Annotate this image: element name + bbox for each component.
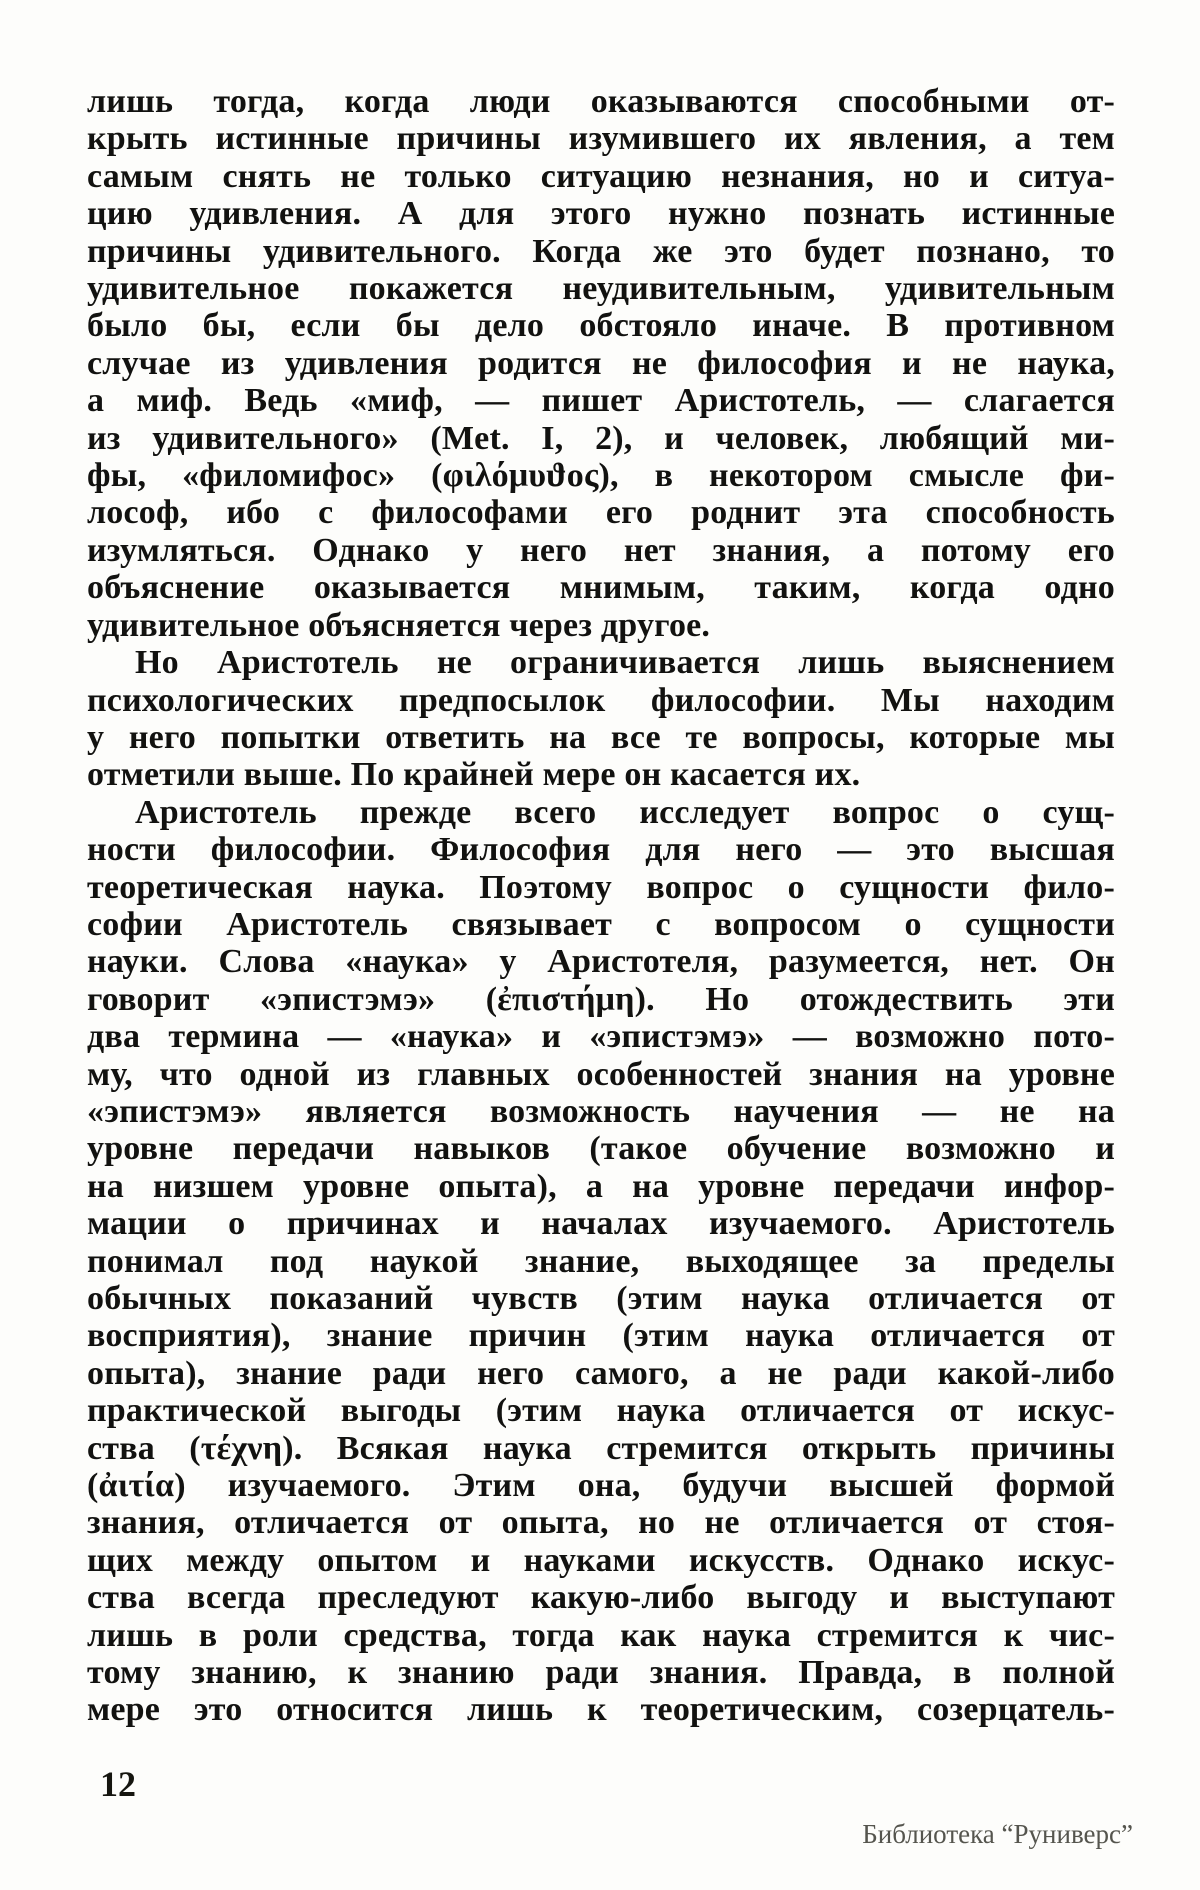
- text-line: мере это относится лишь к теоретическим, созерцатель-: [87, 1691, 1115, 1729]
- text-line: говорит «эпистэмэ» (ἐπιστήμη). Но отождествить эти: [87, 980, 1115, 1018]
- text-line: ства всегда преследуют какую-либо выгоду и выступают: [87, 1579, 1115, 1617]
- text-line: практической выгоды (этим наука отличается от искус-: [87, 1392, 1115, 1430]
- text-line: цию удивления. А для этого нужно познать истинные: [87, 195, 1115, 233]
- text-line: причины удивительного. Когда же это будет познано, то: [87, 232, 1115, 270]
- text-line: опыта), знание ради него самого, а не ради какой-либо: [87, 1354, 1115, 1392]
- text-line: удивительное объясняется через другое.: [87, 606, 711, 644]
- text-line: а миф. Ведь «миф, — пишет Аристотель, — слагается: [87, 382, 1115, 420]
- text-line: лишь тогда, когда люди оказываются способными от-: [87, 83, 1115, 120]
- text-line: из удивительного» (Met. I, 2), и человек, любящий ми-: [87, 419, 1115, 457]
- text-line: тому знанию, к знанию ради знания. Правда, в полной: [87, 1654, 1115, 1692]
- text-line: самым снять не только ситуацию незнания, но и ситуа-: [87, 157, 1115, 195]
- text-line: на низшем уровне опыта), а на уровне передачи инфор-: [87, 1167, 1115, 1205]
- text-line: изумляться. Однако у него нет знания, а потому его: [87, 531, 1115, 569]
- text-line: удивительное покажется неудивительным, удивительным: [87, 270, 1115, 308]
- text-line: ности философии. Философия для него — это высшая: [87, 831, 1115, 869]
- text-line: два термина — «наука» и «эпистэмэ» — возможно пото-: [87, 1018, 1115, 1056]
- text-line: отметили выше. По крайней мере он касается их.: [87, 756, 861, 794]
- text-line: крыть истинные причины изумившего их явления, а тем: [87, 120, 1115, 158]
- text-line: лишь в роли средства, тогда как наука стремится к чис-: [87, 1616, 1115, 1654]
- body-text: [87, 83, 1115, 1729]
- text-line: случае из удивления родится не философия и не наука,: [87, 344, 1115, 382]
- text-line: психологических предпосылок философии. Мы находим: [87, 681, 1115, 719]
- text-line: у него попытки ответить на все те вопросы, которые мы: [87, 718, 1115, 756]
- page-number: 12: [100, 1764, 136, 1804]
- text-line: мации о причинах и началах изучаемого. Аристотель: [87, 1205, 1115, 1243]
- text-line: науки. Слова «наука» у Аристотеля, разумеется, нет. Он: [87, 943, 1115, 981]
- text-line: понимал под наукой знание, выходящее за пределы: [87, 1242, 1115, 1280]
- text-line: ства (τέχνη). Всякая наука стремится открыть причины: [87, 1429, 1115, 1467]
- text-line: му, что одной из главных особенностей знания на уровне: [87, 1055, 1115, 1093]
- text-line: теоретическая наука. Поэтому вопрос о сущности фило-: [87, 868, 1115, 906]
- text-line: щих между опытом и науками искусств. Однако искус-: [87, 1541, 1115, 1579]
- text-line: объяснение оказывается мнимым, таким, когда одно: [87, 569, 1115, 607]
- text-line: софии Аристотель связывает с вопросом о сущности: [87, 905, 1115, 943]
- text-line: Аристотель прежде всего исследует вопрос о сущ-: [135, 793, 1115, 831]
- text-line: знания, отличается от опыта, но не отличается от стоя-: [87, 1504, 1115, 1542]
- text-line: восприятия), знание причин (этим наука отличается от: [87, 1317, 1115, 1355]
- text-line: лософ, ибо с философами его роднит эта способность: [87, 494, 1115, 532]
- watermark-text: Библиотека “Руниверс”: [862, 1819, 1133, 1849]
- text-line: Но Аристотель не ограничивается лишь выяснением: [135, 644, 1115, 682]
- text-line: обычных показаний чувств (этим наука отличается от: [87, 1280, 1115, 1317]
- text-line: «эпистэмэ» является возможность научения — не на: [87, 1092, 1115, 1130]
- text-line: фы, «филомифос» (φιλόμυϑος), в некотором смысле фи-: [87, 457, 1115, 495]
- text-line: уровне передачи навыков (такое обучение возможно и: [87, 1130, 1115, 1168]
- text-line: (ἀιτία) изучаемого. Этим она, будучи высшей формой: [87, 1467, 1115, 1505]
- text-line: было бы, если бы дело обстояло иначе. В противном: [87, 307, 1115, 345]
